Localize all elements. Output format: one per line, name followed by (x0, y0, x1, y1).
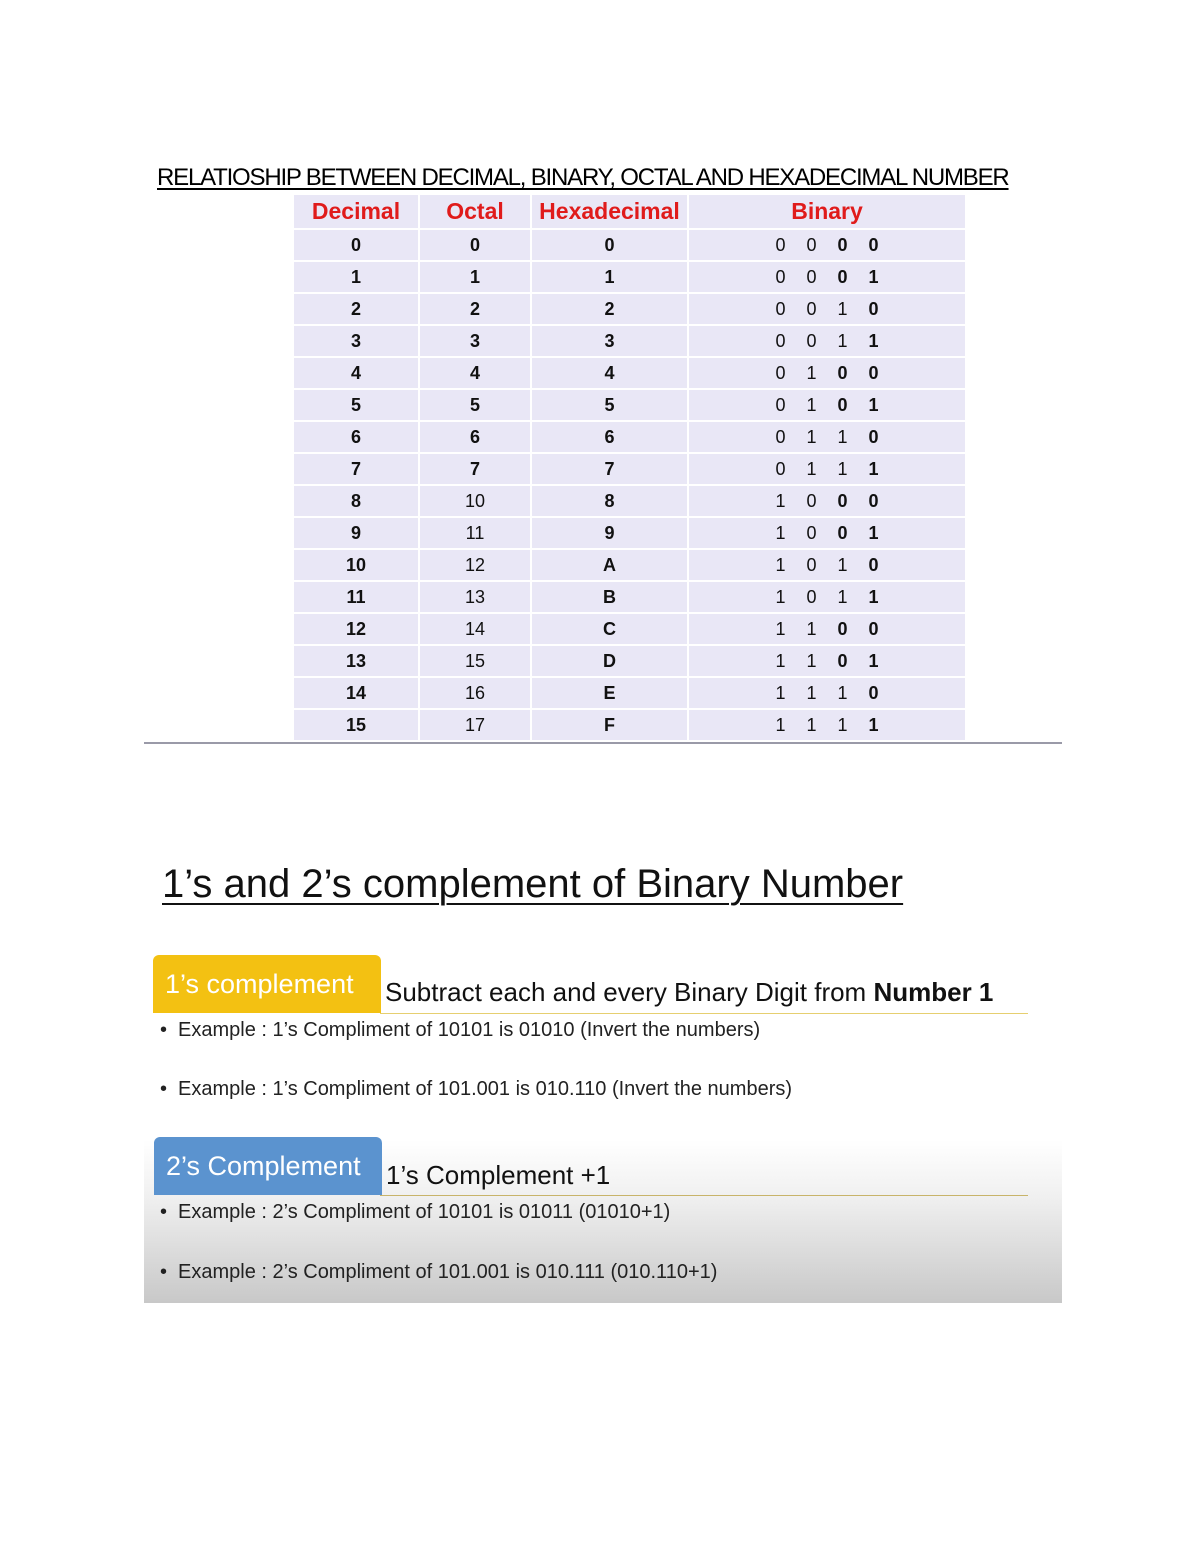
cell-hexadecimal: 6 (532, 422, 689, 454)
binary-digit: 0 (837, 650, 848, 671)
cell-binary (689, 358, 967, 390)
cell-decimal: 8 (294, 486, 420, 518)
cell-octal: 14 (420, 614, 532, 646)
binary-digit: 0 (775, 426, 786, 447)
ones-example-1-text: Example : 1’s Compliment of 10101 is 01010 (Invert the numbers) (178, 1019, 761, 1041)
cell-octal: 5 (420, 390, 532, 422)
ones-definition-text: Subtract each and every Binary Digit from (385, 977, 874, 1007)
cell-octal: 1 (420, 262, 532, 294)
cell-hexadecimal: 3 (532, 326, 689, 358)
cell-binary (689, 390, 967, 422)
binary-digit: 1 (837, 458, 848, 479)
twos-example-2 (160, 1261, 717, 1284)
binary-digit: 1 (775, 714, 786, 735)
cell-hexadecimal: A (532, 550, 689, 582)
cell-decimal: 0 (294, 230, 420, 262)
binary-digit: 0 (806, 586, 817, 607)
table-row (294, 678, 967, 710)
binary-digit: 0 (868, 554, 879, 575)
binary-digit: 1 (837, 330, 848, 351)
cell-octal: 7 (420, 454, 532, 486)
binary-digit: 0 (837, 522, 848, 543)
table-row (294, 326, 967, 358)
binary-digit: 1 (868, 394, 879, 415)
table-row (294, 486, 967, 518)
cell-octal: 4 (420, 358, 532, 390)
cell-octal: 12 (420, 550, 532, 582)
binary-digit: 1 (806, 458, 817, 479)
binary-digit: 0 (775, 330, 786, 351)
table-header-row (294, 195, 967, 230)
cell-binary (689, 422, 967, 454)
binary-digit: 1 (837, 714, 848, 735)
table-body (294, 230, 967, 742)
binary-digit: 1 (868, 458, 879, 479)
binary-digit: 1 (775, 650, 786, 671)
cell-binary (689, 486, 967, 518)
cell-binary (689, 518, 967, 550)
binary-digit: 1 (806, 618, 817, 639)
cell-binary (689, 646, 967, 678)
cell-decimal: 10 (294, 550, 420, 582)
cell-decimal: 3 (294, 326, 420, 358)
binary-digit: 1 (806, 650, 817, 671)
binary-digit: 1 (806, 714, 817, 735)
binary-digit: 1 (837, 426, 848, 447)
header-octal: Octal (420, 195, 532, 230)
binary-digit: 1 (775, 554, 786, 575)
binary-digit: 0 (775, 362, 786, 383)
binary-digit: 0 (837, 618, 848, 639)
binary-digit: 0 (868, 362, 879, 383)
binary-digit: 1 (868, 586, 879, 607)
cell-hexadecimal: F (532, 710, 689, 742)
binary-digit: 1 (868, 714, 879, 735)
cell-decimal: 1 (294, 262, 420, 294)
binary-digit: 1 (806, 394, 817, 415)
binary-digit: 0 (868, 426, 879, 447)
binary-digit: 0 (775, 234, 786, 255)
header-binary: Binary (689, 195, 967, 230)
twos-example-1-text: Example : 2’s Compliment of 10101 is 01011 (01010+1) (178, 1201, 671, 1223)
ones-example-2 (160, 1078, 792, 1101)
cell-hexadecimal: 9 (532, 518, 689, 550)
cell-octal: 6 (420, 422, 532, 454)
binary-digit: 1 (868, 650, 879, 671)
cell-hexadecimal: 1 (532, 262, 689, 294)
ones-definition-bold: Number 1 (873, 977, 994, 1007)
binary-digit: 1 (868, 522, 879, 543)
cell-decimal: 7 (294, 454, 420, 486)
cell-hexadecimal: B (532, 582, 689, 614)
table-row (294, 646, 967, 678)
cell-octal: 0 (420, 230, 532, 262)
cell-octal: 17 (420, 710, 532, 742)
cell-octal: 3 (420, 326, 532, 358)
binary-digit: 1 (837, 298, 848, 319)
binary-digit: 1 (806, 682, 817, 703)
cell-binary (689, 230, 967, 262)
header-decimal: Decimal (294, 195, 420, 230)
cell-decimal: 14 (294, 678, 420, 710)
cell-hexadecimal: E (532, 678, 689, 710)
bullet: • (160, 1019, 168, 1041)
twos-example-1 (160, 1201, 670, 1224)
cell-octal: 15 (420, 646, 532, 678)
cell-binary (689, 326, 967, 358)
binary-digit: 0 (868, 490, 879, 511)
ones-example-1 (160, 1019, 760, 1042)
twos-complement-badge: 2’s Complement (154, 1137, 382, 1195)
binary-digit: 0 (837, 362, 848, 383)
cell-hexadecimal: 5 (532, 390, 689, 422)
bullet: • (160, 1201, 168, 1223)
cell-binary (689, 678, 967, 710)
table-divider (144, 742, 1062, 744)
table-row (294, 710, 967, 742)
table-row (294, 454, 967, 486)
cell-hexadecimal: 8 (532, 486, 689, 518)
table-row (294, 294, 967, 326)
binary-digit: 1 (775, 522, 786, 543)
binary-digit: 0 (837, 234, 848, 255)
cell-decimal: 13 (294, 646, 420, 678)
binary-digit: 1 (775, 682, 786, 703)
table-row (294, 582, 967, 614)
binary-digit: 0 (868, 682, 879, 703)
table-row (294, 230, 967, 262)
binary-digit: 1 (868, 266, 879, 287)
cell-octal: 13 (420, 582, 532, 614)
twos-example-2-text: Example : 2’s Compliment of 101.001 is 010.111 (010.110+1) (178, 1261, 718, 1283)
binary-digit: 0 (837, 394, 848, 415)
cell-decimal: 4 (294, 358, 420, 390)
ones-complement-definition (385, 977, 993, 1008)
binary-digit: 1 (837, 586, 848, 607)
binary-digit: 0 (868, 234, 879, 255)
cell-decimal: 6 (294, 422, 420, 454)
bullet: • (160, 1078, 168, 1100)
table-row (294, 262, 967, 294)
cell-decimal: 2 (294, 294, 420, 326)
conversion-table-container (294, 195, 967, 742)
cell-binary (689, 550, 967, 582)
table-row (294, 550, 967, 582)
binary-digit: 1 (837, 682, 848, 703)
cell-decimal: 15 (294, 710, 420, 742)
binary-digit: 0 (837, 266, 848, 287)
cell-hexadecimal: 0 (532, 230, 689, 262)
binary-digit: 0 (775, 394, 786, 415)
cell-octal: 11 (420, 518, 532, 550)
cell-decimal: 11 (294, 582, 420, 614)
twos-complement-definition: 1’s Complement +1 (386, 1160, 611, 1190)
cell-binary (689, 294, 967, 326)
cell-hexadecimal: 2 (532, 294, 689, 326)
bullet: • (160, 1261, 168, 1283)
binary-digit: 0 (868, 298, 879, 319)
cell-binary (689, 582, 967, 614)
binary-digit: 1 (775, 490, 786, 511)
binary-digit: 0 (806, 266, 817, 287)
binary-digit: 0 (806, 330, 817, 351)
cell-octal: 16 (420, 678, 532, 710)
ones-example-2-text: Example : 1’s Compliment of 101.001 is 010.110 (Invert the numbers) (178, 1078, 793, 1100)
table-row (294, 614, 967, 646)
cell-binary (689, 262, 967, 294)
twos-complement-rule (380, 1195, 1028, 1196)
cell-decimal: 5 (294, 390, 420, 422)
binary-digit: 1 (775, 618, 786, 639)
binary-digit: 0 (806, 298, 817, 319)
ones-complement-rule (380, 1013, 1028, 1014)
binary-digit: 1 (868, 330, 879, 351)
table-row (294, 358, 967, 390)
cell-binary (689, 454, 967, 486)
binary-digit: 0 (775, 266, 786, 287)
header-hexadecimal: Hexadecimal (532, 195, 689, 230)
table-row (294, 518, 967, 550)
cell-hexadecimal: 4 (532, 358, 689, 390)
cell-decimal: 12 (294, 614, 420, 646)
cell-binary (689, 614, 967, 646)
cell-hexadecimal: C (532, 614, 689, 646)
table-row (294, 390, 967, 422)
binary-digit: 0 (868, 618, 879, 639)
binary-digit: 0 (806, 234, 817, 255)
binary-digit: 0 (806, 490, 817, 511)
complement-section-title: 1’s and 2’s complement of Binary Number (162, 862, 904, 906)
table-row (294, 422, 967, 454)
ones-complement-badge: 1’s complement (153, 955, 381, 1013)
binary-digit: 0 (775, 458, 786, 479)
binary-digit: 1 (806, 362, 817, 383)
binary-digit: 1 (806, 426, 817, 447)
cell-octal: 2 (420, 294, 532, 326)
binary-digit: 0 (806, 522, 817, 543)
binary-digit: 0 (837, 490, 848, 511)
binary-digit: 1 (775, 586, 786, 607)
cell-decimal: 9 (294, 518, 420, 550)
conversion-table (294, 195, 967, 742)
binary-digit: 0 (775, 298, 786, 319)
binary-digit: 1 (837, 554, 848, 575)
cell-octal: 10 (420, 486, 532, 518)
cell-hexadecimal: D (532, 646, 689, 678)
cell-hexadecimal: 7 (532, 454, 689, 486)
page-title: RELATIOSHIP BETWEEN DECIMAL, BINARY, OCTAL AND HEXADECIMAL NUMBER (157, 164, 1009, 191)
cell-binary (689, 710, 967, 742)
binary-digit: 0 (806, 554, 817, 575)
